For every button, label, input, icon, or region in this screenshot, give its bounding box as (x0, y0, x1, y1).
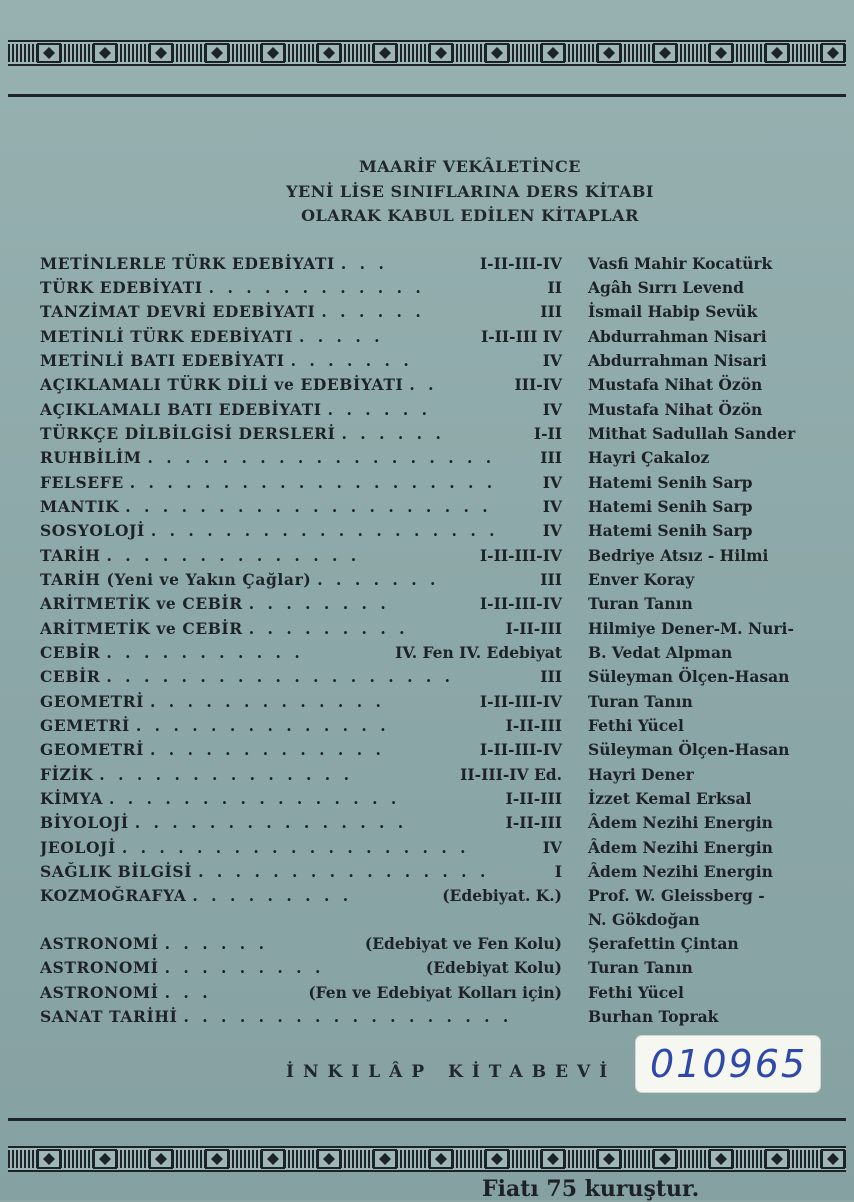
book-row (40, 862, 820, 886)
book-row (40, 838, 820, 862)
book-row (40, 473, 820, 497)
book-title-text: METİNLİ BATI EDEBİYATI (40, 351, 285, 370)
book-title-text: AÇIKLAMALI BATI EDEBİYATI (40, 400, 322, 419)
book-row (40, 716, 820, 740)
price-text: Fiatı 75 kuruştur. (482, 1176, 700, 1202)
book-title-text: FİZİK (40, 765, 94, 784)
leader-dots: . . . . . . . . . . . . . . . . . . . (147, 448, 496, 467)
book-author: Burhan Toprak (588, 1007, 719, 1026)
book-grade: III-IV (514, 375, 562, 394)
book-row (40, 619, 820, 643)
leader-dots: . . . . . (298, 327, 384, 346)
book-row (40, 789, 820, 813)
book-title-text: CEBİR (40, 643, 101, 662)
book-row (40, 351, 820, 375)
bottom-border-pattern (8, 1146, 846, 1172)
leader-dots: . . . . . . . . . . . . . . (135, 716, 390, 735)
book-author: Turan Tanın (588, 594, 693, 613)
book-author: Prof. W. Gleissberg - (588, 886, 765, 905)
book-title (40, 278, 570, 297)
book-grade: I-II-III-IV (479, 254, 562, 273)
inventory-stamp (636, 1036, 820, 1092)
book-title-text: METİNLİ TÜRK EDEBİYATI (40, 327, 293, 346)
leader-dots: . . . . . . . . . . . . (208, 278, 425, 297)
book-title (40, 1007, 570, 1026)
book-title-text: KOZMOĞRAFYA (40, 886, 187, 905)
book-title-text: ASTRONOMİ (40, 934, 159, 953)
book-grade: IV (542, 351, 562, 370)
book-title-text: TARİH (Yeni ve Yakın Çağlar) (40, 570, 312, 589)
book-title (40, 424, 570, 443)
book-title (40, 667, 570, 686)
book-title (40, 521, 570, 540)
bottom-ornamental-border (8, 1146, 846, 1172)
book-author: Âdem Nezihi Energin (588, 838, 773, 857)
book-title (40, 570, 570, 589)
book-grade: III (540, 302, 562, 321)
book-author: N. Gökdoğan (588, 910, 700, 929)
book-title (40, 351, 570, 370)
book-grade: I-II-III (505, 789, 562, 808)
book-author: Bedriye Atsız - Hilmi (588, 546, 769, 565)
book-author: Agâh Sırrı Levend (588, 278, 745, 297)
book-row (40, 497, 820, 521)
book-row (40, 983, 820, 1007)
book-grade: IV (542, 521, 562, 540)
book-author: Turan Tanın (588, 958, 693, 977)
book-grade: (Fen ve Edebiyat Kolları için) (308, 983, 562, 1002)
heading-line-2: YENİ LİSE SINIFLARINA DERS KİTABI (286, 182, 654, 201)
book-row (40, 886, 820, 910)
book-author: Mustafa Nihat Özön (588, 400, 763, 419)
book-author: Mithat Sadullah Sander (588, 424, 796, 443)
book-grade: I-II-III (505, 619, 562, 638)
book-row (40, 448, 820, 472)
book-title-text: ARİTMETİK ve CEBİR (40, 594, 243, 613)
book-title-text: SOSYOLOJİ (40, 521, 145, 540)
book-author: Şerafettin Çintan (588, 934, 739, 953)
book-title (40, 375, 570, 394)
leader-dots: . . . . . . . . . . . . . . . . . . . (106, 667, 455, 686)
book-title (40, 716, 570, 735)
top-ornamental-border (8, 40, 846, 66)
leader-dots: . . . . . . . . . . . . . . (106, 546, 361, 565)
leader-dots: . . . . . . . . . . . . . . . . (108, 789, 401, 808)
book-author: Enver Koray (588, 570, 695, 589)
book-title (40, 838, 570, 857)
book-title-text: AÇIKLAMALI TÜRK DİLİ ve EDEBİYATI (40, 375, 404, 394)
book-grade: II-III-IV Ed. (460, 765, 562, 784)
book-title (40, 473, 570, 492)
book-grade: I-II-III-IV (479, 546, 562, 565)
leader-dots: . . . . . . . . . . . . . . . . . . . (121, 838, 470, 857)
leader-dots: . . . . . . . . . . . . . . (99, 765, 353, 784)
book-title-text: SAĞLIK BİLGİSİ (40, 862, 193, 881)
leader-dots: . . (409, 375, 438, 394)
book-author: Mustafa Nihat Özön (588, 375, 763, 394)
book-row (40, 1007, 820, 1031)
book-row (40, 375, 820, 399)
leader-dots: . . . . . . . . . (248, 619, 409, 638)
book-grade: IV (542, 473, 562, 492)
book-author: Abdurrahman Nisari (588, 351, 767, 370)
top-border-pattern (8, 40, 846, 66)
leader-dots: . . . . . . . . . . . (106, 643, 304, 662)
book-row (40, 278, 820, 302)
book-row (40, 765, 820, 789)
book-grade: III (540, 448, 562, 467)
book-grade: IV (542, 400, 562, 419)
leader-dots: . . . . . . . . . . . . . . . . . . . . (125, 497, 492, 516)
book-title-text: TÜRK EDEBİYATI (40, 278, 203, 297)
book-title-text: METİNLERLE TÜRK EDEBİYATI (40, 254, 335, 273)
book-title-text: FELSEFE (40, 473, 124, 492)
book-title-text: ASTRONOMİ (40, 958, 159, 977)
book-title-text: BİYOLOJİ (40, 813, 129, 832)
book-row (40, 254, 820, 278)
book-author: İsmail Habip Sevük (588, 302, 758, 321)
book-grade: IV (542, 497, 562, 516)
book-title-text: TANZİMAT DEVRİ EDEBİYATI (40, 302, 316, 321)
leader-dots: . . . . . . . . . (192, 886, 353, 905)
book-grade: I-II-III-IV (479, 692, 562, 711)
book-grade: III (540, 570, 562, 589)
book-grade: (Edebiyat Kolu) (425, 958, 562, 977)
leader-dots: . . . . . . . . . . . . . . . . . . . . (129, 473, 497, 492)
book-author: Süleyman Ölçen-Hasan (588, 667, 790, 686)
book-title (40, 400, 570, 419)
leader-dots: . . . . . . . . . . . . . . . . . . . (150, 521, 499, 540)
leader-dots: . . . . . . (341, 424, 445, 443)
book-grade: IV. Fen IV. Edebiyat (395, 643, 562, 662)
top-rule (8, 94, 846, 97)
leader-dots: . . . . . . . (290, 351, 413, 370)
leader-dots: . . . . . . . . (248, 594, 390, 613)
book-grade: IV (542, 838, 562, 857)
book-author: Hatemi Senih Sarp (588, 473, 753, 492)
book-grade: I-II (533, 424, 562, 443)
book-title-text: ASTRONOMİ (40, 983, 159, 1002)
leader-dots: . . . . . . . (317, 570, 440, 589)
book-row (40, 400, 820, 424)
book-row (40, 546, 820, 570)
leader-dots: . . . (164, 983, 212, 1002)
book-author: Âdem Nezihi Energin (588, 813, 773, 832)
book-author: Süleyman Ölçen-Hasan (588, 740, 790, 759)
book-grade: III (540, 667, 562, 686)
leader-dots: . . . . . . . . . . . . . . . . . . (183, 1007, 513, 1026)
book-row (40, 521, 820, 545)
book-title-text: SANAT TARİHİ (40, 1007, 178, 1026)
book-author: Hatemi Senih Sarp (588, 497, 753, 516)
leader-dots: . . . . . . (321, 302, 425, 321)
book-author: Fethi Yücel (588, 983, 684, 1002)
book-grade: I-II-III (505, 813, 562, 832)
leader-dots: . . . . . . . . . (164, 958, 325, 977)
book-title-text: GEMETRİ (40, 716, 130, 735)
book-title (40, 497, 570, 516)
book-row (40, 570, 820, 594)
book-row (40, 302, 820, 326)
book-title (40, 789, 570, 808)
book-title (40, 619, 570, 638)
book-row (40, 958, 820, 982)
book-author: Âdem Nezihi Energin (588, 862, 773, 881)
book-row (40, 910, 820, 934)
book-author: Fethi Yücel (588, 716, 684, 735)
book-author: B. Vedat Alpman (588, 643, 733, 662)
book-row (40, 643, 820, 667)
book-author: Hayri Dener (588, 765, 694, 784)
book-author: Hatemi Senih Sarp (588, 521, 753, 540)
heading-line-1: MAARİF VEKÂLETİNCE (359, 157, 581, 176)
leader-dots: . . . . . . (327, 400, 432, 419)
book-row (40, 667, 820, 691)
book-author: Turan Tanın (588, 692, 693, 711)
book-grade: II (547, 278, 562, 297)
leader-dots: . . . . . . . . . . . . . (150, 692, 385, 711)
book-row (40, 692, 820, 716)
book-author: Hayri Çakaloz (588, 448, 710, 467)
book-grade: I-II-III-IV (479, 594, 562, 613)
heading-line-3: OLARAK KABUL EDİLEN KİTAPLAR (301, 206, 639, 225)
book-grade: I-II-III-IV (479, 740, 562, 759)
leader-dots: . . . . . . . . . . . . . . . (134, 813, 408, 832)
book-title (40, 448, 570, 467)
publisher-name: İNKILÂP KİTABEVİ (286, 1062, 617, 1082)
book-title-text: CEBİR (40, 667, 101, 686)
book-grade: I-II-III IV (480, 327, 562, 346)
book-author: Vasfi Mahir Kocatürk (588, 254, 773, 273)
book-row (40, 594, 820, 618)
bottom-rule (8, 1118, 846, 1121)
book-title-text: KİMYA (40, 789, 103, 808)
book-title-text: TÜRKÇE DİLBİLGİSİ DERSLERİ (40, 424, 336, 443)
book-title (40, 813, 570, 832)
book-row (40, 813, 820, 837)
book-title-text: RUHBİLİM (40, 448, 142, 467)
book-title-text: ARİTMETİK ve CEBİR (40, 619, 243, 638)
book-row (40, 740, 820, 764)
book-author: Abdurrahman Nisari (588, 327, 767, 346)
book-title-text: TARİH (40, 546, 101, 565)
book-grade: I (554, 862, 562, 881)
book-title-text: MANTIK (40, 497, 120, 516)
book-author: Hilmiye Dener-M. Nuri- (588, 619, 794, 638)
book-row (40, 934, 820, 958)
book-title-text: GEOMETRİ (40, 692, 144, 711)
book-row (40, 327, 820, 351)
book-title (40, 862, 570, 881)
book-grade: (Edebiyat. K.) (442, 886, 562, 905)
leader-dots: . . . . . . . . . . . . . (150, 740, 385, 759)
book-title-text: GEOMETRİ (40, 740, 144, 759)
book-grade: I-II-III (505, 716, 562, 735)
stamp-number: 010965 (650, 1042, 808, 1086)
leader-dots: . . . (340, 254, 388, 273)
leader-dots: . . . . . . . . . . . . . . . . (198, 862, 490, 881)
book-grade: (Edebiyat ve Fen Kolu) (364, 934, 562, 953)
book-author: İzzet Kemal Erksal (588, 789, 752, 808)
leader-dots: . . . . . . (164, 934, 268, 953)
book-title (40, 302, 570, 321)
book-title-text: JEOLOJİ (40, 838, 116, 857)
book-row (40, 424, 820, 448)
